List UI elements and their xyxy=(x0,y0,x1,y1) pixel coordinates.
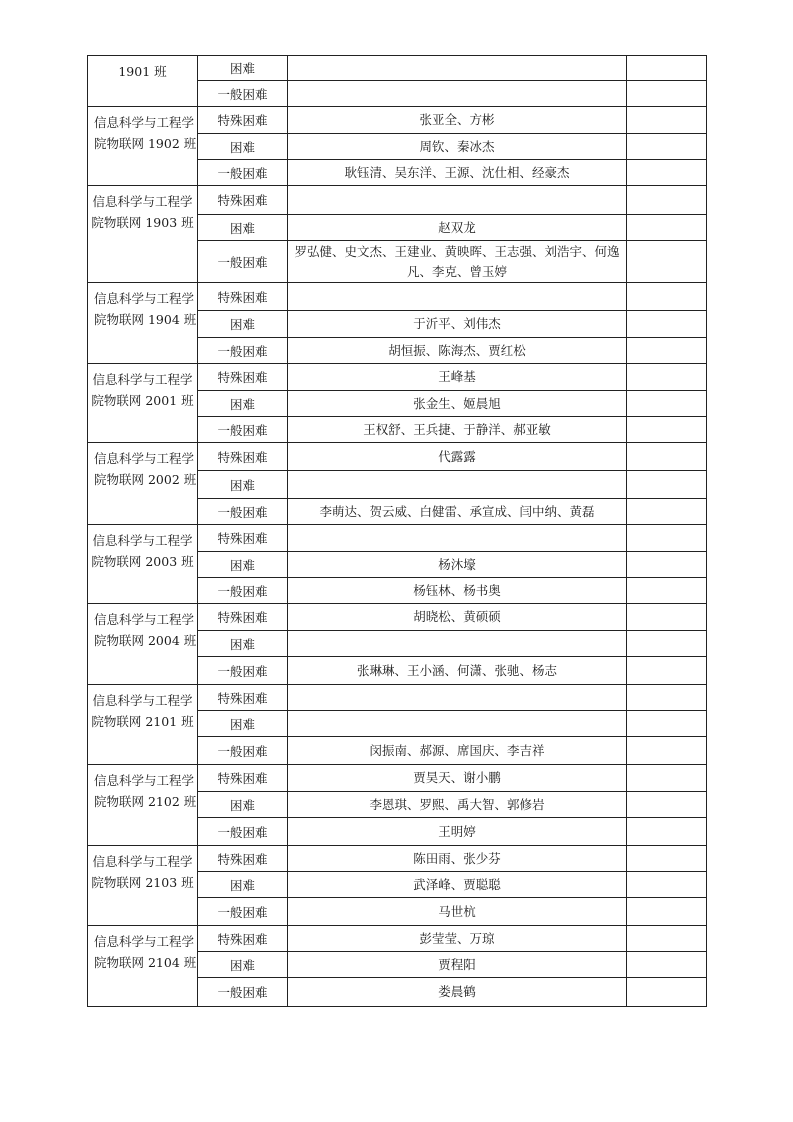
remarks-cell xyxy=(627,443,707,471)
hardship-level-cell: 困难 xyxy=(198,552,288,578)
class-name-cell: 1901 班 xyxy=(88,56,198,107)
remarks-cell xyxy=(627,657,707,685)
remarks-cell xyxy=(627,160,707,186)
student-names-cell: 马世杭 xyxy=(288,898,627,926)
table-row xyxy=(88,364,707,391)
remarks-cell xyxy=(627,215,707,241)
hardship-level-cell: 特殊困难 xyxy=(198,846,288,872)
hardship-level-cell: 一般困难 xyxy=(198,417,288,443)
hardship-level-cell: 一般困难 xyxy=(198,978,288,1007)
student-names-cell xyxy=(288,711,627,737)
class-name-cell: 信息科学与工程学院物联网 2002 班 xyxy=(88,443,198,525)
remarks-cell xyxy=(627,978,707,1007)
remarks-cell xyxy=(627,872,707,898)
hardship-level-cell: 特殊困难 xyxy=(198,107,288,134)
student-names-cell: 贾昊天、谢小鹏 xyxy=(288,765,627,792)
remarks-cell xyxy=(627,685,707,711)
table-row xyxy=(88,604,707,631)
student-names-cell: 李恩琪、罗熙、禹大智、郭修岩 xyxy=(288,792,627,818)
remarks-cell xyxy=(627,765,707,792)
hardship-level-cell: 特殊困难 xyxy=(198,604,288,631)
class-name-cell: 信息科学与工程学院物联网 2101 班 xyxy=(88,685,198,765)
remarks-cell xyxy=(627,525,707,552)
student-names-cell: 王权舒、王兵捷、于静洋、郝亚敏 xyxy=(288,417,627,443)
student-names-cell: 周钦、秦冰杰 xyxy=(288,134,627,160)
remarks-cell xyxy=(627,417,707,443)
hardship-level-cell: 一般困难 xyxy=(198,81,288,107)
remarks-cell xyxy=(627,952,707,978)
table-row xyxy=(88,926,707,952)
class-name-cell: 信息科学与工程学院物联网 1902 班 xyxy=(88,107,198,186)
student-names-cell: 武泽峰、贾聪聪 xyxy=(288,872,627,898)
student-names-cell xyxy=(288,525,627,552)
remarks-cell xyxy=(627,631,707,657)
remarks-cell xyxy=(627,792,707,818)
student-names-cell: 彭莹莹、万琼 xyxy=(288,926,627,952)
remarks-cell xyxy=(627,283,707,311)
class-name-cell: 信息科学与工程学院物联网 2004 班 xyxy=(88,604,198,685)
class-name-cell: 信息科学与工程学院物联网 2003 班 xyxy=(88,525,198,604)
hardship-level-cell: 困难 xyxy=(198,311,288,338)
class-name-cell: 信息科学与工程学院物联网 1904 班 xyxy=(88,283,198,364)
hardship-level-cell: 特殊困难 xyxy=(198,186,288,215)
hardship-level-cell: 困难 xyxy=(198,952,288,978)
table-row xyxy=(88,685,707,711)
student-names-cell xyxy=(288,631,627,657)
student-names-cell: 娄晨鹤 xyxy=(288,978,627,1007)
hardship-level-cell: 一般困难 xyxy=(198,160,288,186)
remarks-cell xyxy=(627,56,707,81)
student-names-cell: 贾程阳 xyxy=(288,952,627,978)
hardship-level-cell: 一般困难 xyxy=(198,241,288,283)
hardship-level-cell: 特殊困难 xyxy=(198,926,288,952)
hardship-level-cell: 特殊困难 xyxy=(198,685,288,711)
student-names-cell xyxy=(288,81,627,107)
hardship-level-cell: 困难 xyxy=(198,56,288,81)
student-names-cell: 胡恒振、陈海杰、贾红松 xyxy=(288,338,627,364)
remarks-cell xyxy=(627,81,707,107)
hardship-level-cell: 困难 xyxy=(198,391,288,417)
student-names-cell: 王明婷 xyxy=(288,818,627,846)
hardship-level-cell: 困难 xyxy=(198,872,288,898)
class-name-cell: 信息科学与工程学院物联网 2102 班 xyxy=(88,765,198,846)
hardship-level-cell: 困难 xyxy=(198,631,288,657)
table-row xyxy=(88,56,707,81)
hardship-level-cell: 一般困难 xyxy=(198,737,288,765)
student-names-cell xyxy=(288,186,627,215)
hardship-level-cell: 困难 xyxy=(198,711,288,737)
table-row xyxy=(88,186,707,215)
student-hardship-table xyxy=(87,55,707,1007)
remarks-cell xyxy=(627,311,707,338)
student-names-cell: 张金生、姬晨旭 xyxy=(288,391,627,417)
student-names-cell xyxy=(288,56,627,81)
remarks-cell xyxy=(627,846,707,872)
student-names-cell: 杨沐壕 xyxy=(288,552,627,578)
hardship-level-cell: 一般困难 xyxy=(198,338,288,364)
student-names-cell: 王峰基 xyxy=(288,364,627,391)
hardship-level-cell: 特殊困难 xyxy=(198,283,288,311)
student-names-cell: 杨钰林、杨书奥 xyxy=(288,578,627,604)
table-row xyxy=(88,846,707,872)
table-row xyxy=(88,525,707,552)
hardship-level-cell: 一般困难 xyxy=(198,818,288,846)
remarks-cell xyxy=(627,186,707,215)
student-names-cell: 于沂平、刘伟杰 xyxy=(288,311,627,338)
remarks-cell xyxy=(627,471,707,499)
student-names-cell: 闵振南、郝源、席国庆、李吉祥 xyxy=(288,737,627,765)
hardship-level-cell: 困难 xyxy=(198,471,288,499)
remarks-cell xyxy=(627,604,707,631)
student-names-cell: 张琳琳、王小涵、何潇、张驰、杨志 xyxy=(288,657,627,685)
student-names-cell xyxy=(288,685,627,711)
table-row xyxy=(88,443,707,471)
remarks-cell xyxy=(627,552,707,578)
hardship-level-cell: 一般困难 xyxy=(198,499,288,525)
table-row xyxy=(88,765,707,792)
class-name-cell: 信息科学与工程学院物联网 2104 班 xyxy=(88,926,198,1007)
student-names-cell: 胡晓松、黄硕硕 xyxy=(288,604,627,631)
class-name-cell: 信息科学与工程学院物联网 1903 班 xyxy=(88,186,198,283)
student-names-cell: 罗弘健、史文杰、王建业、黄映晖、王志强、刘浩宇、何逸凡、李克、曾玉婷 xyxy=(288,241,627,283)
student-names-cell: 耿钰清、吴东洋、王源、沈仕相、经豪杰 xyxy=(288,160,627,186)
remarks-cell xyxy=(627,338,707,364)
hardship-level-cell: 一般困难 xyxy=(198,898,288,926)
remarks-cell xyxy=(627,578,707,604)
hardship-level-cell: 一般困难 xyxy=(198,578,288,604)
hardship-level-cell: 特殊困难 xyxy=(198,525,288,552)
remarks-cell xyxy=(627,898,707,926)
remarks-cell xyxy=(627,107,707,134)
hardship-level-cell: 困难 xyxy=(198,215,288,241)
table-row xyxy=(88,283,707,311)
student-names-cell: 李萌达、贺云威、白健雷、承宣成、闫中纳、黄磊 xyxy=(288,499,627,525)
remarks-cell xyxy=(627,391,707,417)
remarks-cell xyxy=(627,134,707,160)
hardship-level-cell: 一般困难 xyxy=(198,657,288,685)
hardship-level-cell: 困难 xyxy=(198,792,288,818)
table-body xyxy=(88,56,707,1007)
remarks-cell xyxy=(627,364,707,391)
student-names-cell: 张亚全、方彬 xyxy=(288,107,627,134)
remarks-cell xyxy=(627,818,707,846)
hardship-level-cell: 特殊困难 xyxy=(198,765,288,792)
student-names-cell xyxy=(288,283,627,311)
class-name-cell: 信息科学与工程学院物联网 2103 班 xyxy=(88,846,198,926)
class-name-cell: 信息科学与工程学院物联网 2001 班 xyxy=(88,364,198,443)
remarks-cell xyxy=(627,737,707,765)
remarks-cell xyxy=(627,241,707,283)
hardship-level-cell: 特殊困难 xyxy=(198,443,288,471)
hardship-level-cell: 特殊困难 xyxy=(198,364,288,391)
student-names-cell: 陈田雨、张少芬 xyxy=(288,846,627,872)
student-names-cell: 赵双龙 xyxy=(288,215,627,241)
student-names-cell: 代露露 xyxy=(288,443,627,471)
hardship-level-cell: 困难 xyxy=(198,134,288,160)
remarks-cell xyxy=(627,926,707,952)
remarks-cell xyxy=(627,499,707,525)
student-names-cell xyxy=(288,471,627,499)
remarks-cell xyxy=(627,711,707,737)
table-row xyxy=(88,107,707,134)
